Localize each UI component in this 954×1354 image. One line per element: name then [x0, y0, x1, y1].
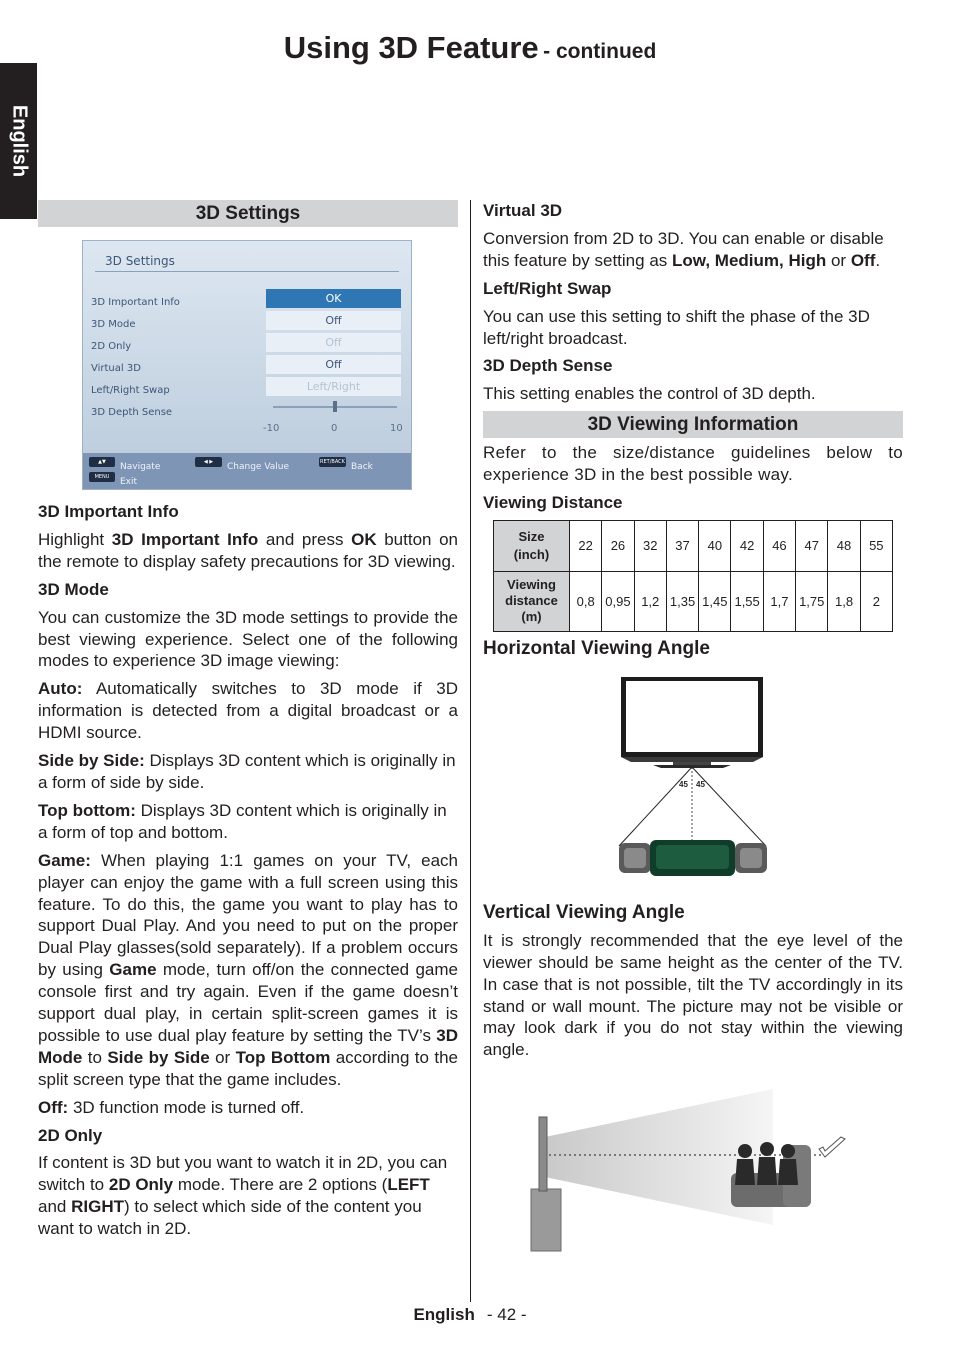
vertical-angle-text: It is strongly recommended that the eye level of the viewer should be same height as the center of the TV. In case that is not possible, tilt the TV accordingly in its stand or wall mount. The picture may not be visible or may look dark if you do not stay within the viewing angle. [483, 930, 903, 1060]
table-cell: 1,55 [731, 571, 763, 631]
depth-scale-mid: 0 [331, 423, 338, 434]
title-main: Using 3D Feature [283, 30, 539, 65]
viewers-on-sofa [731, 1142, 811, 1207]
settings-menu-screenshot [82, 240, 412, 490]
table-cell: 1,8 [828, 571, 860, 631]
left-armchair [619, 843, 651, 873]
page-number: - 42 - [486, 1305, 527, 1324]
menu-row-label: 3D Mode [91, 319, 136, 330]
right-column [483, 200, 903, 1285]
menu-row-2d-only [83, 333, 413, 353]
menu-row-important-info [83, 289, 413, 309]
mode-game: Game: When playing 1:1 games on your TV, each player can enjoy the game with a full screen using this feature. To do this, the game you want to play has to support Dual Play. And you need to put on the proper Dual Play glasses(sold separately). If a problem occurs by using Game mode, turn off/on the connected game console first and try again. Even if the game doesn’t support dual play, in certain split-screen games it is possible to use dual play feature by setting the TV’s 3D Mode to Side by Side or Top Bottom according to the split screen type that the game includes. [38, 850, 458, 1089]
column-divider [470, 200, 471, 1302]
vertical-angle-diagram [483, 1085, 903, 1285]
table-header-size: Size (inch) [494, 520, 570, 571]
angle-left-label: 45 [679, 779, 688, 789]
viewing-info-heading: 3D Viewing Information [483, 411, 903, 438]
table-cell: 1,35 [666, 571, 698, 631]
footer-change-value: Change Value [227, 462, 290, 472]
menu-footer [83, 453, 411, 489]
mode-side-by-side: Side by Side: Displays 3D content which is originally in a form of side by side. [38, 751, 456, 792]
viewing-intro: Refer to the size/distance guidelines below to experience 3D in the best possible way. [483, 443, 903, 485]
menu-row-left-right-swap [83, 377, 413, 397]
tv-screen [626, 681, 758, 752]
table-cell: 1,7 [763, 571, 795, 631]
menu-row-value: Off [266, 333, 401, 352]
vertical-angle-heading: Vertical Viewing Angle [483, 901, 685, 923]
menu-row-label: Left/Right Swap [91, 385, 170, 396]
page-footer [0, 1305, 940, 1325]
menu-row-label: 3D Important Info [91, 297, 180, 308]
table-cell: 1,2 [634, 571, 666, 631]
mode-off: Off: 3D function mode is turned off. [38, 1097, 305, 1117]
settings-heading: 3D Settings [38, 200, 458, 227]
only2d-text: If content is 3D but you want to watch it in 2D, you can switch to 2D Only mode. There are 2 options (LEFT and RIGHT) to select which side of the content you want to watch in 2D. [38, 1153, 448, 1239]
virtual-heading: Virtual 3D [483, 201, 563, 220]
table-cell: 48 [828, 520, 860, 571]
mode-heading: 3D Mode [38, 579, 109, 599]
table-cell: 37 [666, 520, 698, 571]
table-row-distance [494, 571, 893, 631]
menu-row-label: 2D Only [91, 341, 132, 352]
left-angle-line [619, 767, 692, 846]
menu-key-icon: MENU [89, 472, 115, 482]
vertical-angle-figure [483, 1085, 903, 1285]
check-mark-icon [819, 1137, 845, 1157]
mode-top-bottom: Top bottom: Displays 3D content which is originally in a form of top and bottom. [38, 800, 447, 842]
table-cell: 55 [860, 520, 892, 571]
table-cell: 40 [699, 520, 731, 571]
angle-right-label: 45 [696, 779, 705, 789]
horizontal-angle-heading: Horizontal Viewing Angle [483, 637, 710, 659]
menu-row-label: 3D Depth Sense [91, 407, 173, 418]
important-info-text: Highlight 3D Important Info and press OK button on the remote to display safety precautions for 3D viewing. [38, 529, 459, 571]
language-tab-label: English [8, 104, 30, 178]
menu-row-value: Left/Right [266, 377, 401, 396]
important-info-heading: 3D Important Info [38, 502, 179, 521]
virtual-text: Conversion from 2D to 3D. You can enable or disable this feature by setting as Low, Medium, High or Off. [483, 228, 884, 270]
table-cell: 2 [860, 571, 892, 631]
mode-auto: Auto: Automatically switches to 3D mode if 3D information is detected from a digital broadcast or a HDMI source. [38, 679, 458, 743]
table-cell: 0,95 [602, 571, 634, 631]
menu-title-rule [95, 271, 399, 272]
only2d-heading: 2D Only [38, 1125, 103, 1145]
menu-row-label: Virtual 3D [91, 363, 141, 374]
tv-stand-neck [673, 762, 711, 765]
menu-row-value: Off [266, 311, 401, 330]
right-armchair [735, 843, 767, 873]
menu-title: 3D Settings [105, 254, 175, 268]
horizontal-angle-diagram [483, 666, 903, 902]
table-cell: 42 [731, 520, 763, 571]
page-title [0, 30, 940, 66]
table-cell: 32 [634, 520, 666, 571]
viewing-distance-table [493, 520, 893, 632]
depth-heading: 3D Depth Sense [483, 356, 613, 376]
footer-language: English [413, 1305, 475, 1324]
horizontal-angle-figure [483, 666, 903, 902]
swap-text: You can use this setting to shift the phase of the 3D left/right broadcast. [483, 306, 870, 348]
table-cell: 26 [602, 520, 634, 571]
menu-row-3d-mode [83, 311, 413, 331]
menu-row-value: Off [266, 355, 401, 374]
left-column [38, 200, 458, 1246]
footer-navigate: Navigate [120, 462, 161, 472]
tv-side-view [539, 1117, 547, 1191]
table-cell: 47 [796, 520, 828, 571]
menu-row-depth-sense [83, 399, 413, 419]
menu-row-virtual-3d [83, 355, 413, 375]
table-cell: 0,8 [570, 571, 602, 631]
tv-cabinet [531, 1189, 561, 1251]
table-cell: 1,75 [796, 571, 828, 631]
title-suffix: - continued [543, 40, 657, 63]
viewing-distance-heading: Viewing Distance [483, 493, 623, 513]
table-header-distance: Viewing distance (m) [494, 571, 570, 631]
language-tab [0, 63, 37, 219]
depth-scale-max: 10 [390, 423, 403, 434]
right-angle-line [692, 767, 766, 846]
table-cell: 22 [570, 520, 602, 571]
mode-intro: You can customize the 3D mode settings to provide the best viewing experience. Select one of the following modes to experience 3D image viewing: [38, 607, 458, 671]
footer-exit: Exit [120, 477, 138, 487]
swap-heading: Left/Right Swap [483, 278, 612, 298]
change-value-key-icon: ◀ ▶ [195, 457, 222, 467]
navigate-key-icon: ▲▼ [89, 457, 115, 467]
back-key-icon: RET/BACK [320, 459, 345, 465]
tv-bezel-bottom [621, 757, 763, 762]
menu-row-value: OK [266, 289, 401, 308]
depth-slider-knob [333, 401, 337, 412]
depth-text: This setting enables the control of 3D depth. [483, 384, 816, 404]
footer-back: Back [351, 462, 373, 472]
table-cell: 1,45 [699, 571, 731, 631]
table-row-size [494, 520, 893, 571]
table-cell: 46 [763, 520, 795, 571]
depth-scale-min: -10 [263, 423, 280, 434]
sofa [650, 840, 735, 876]
